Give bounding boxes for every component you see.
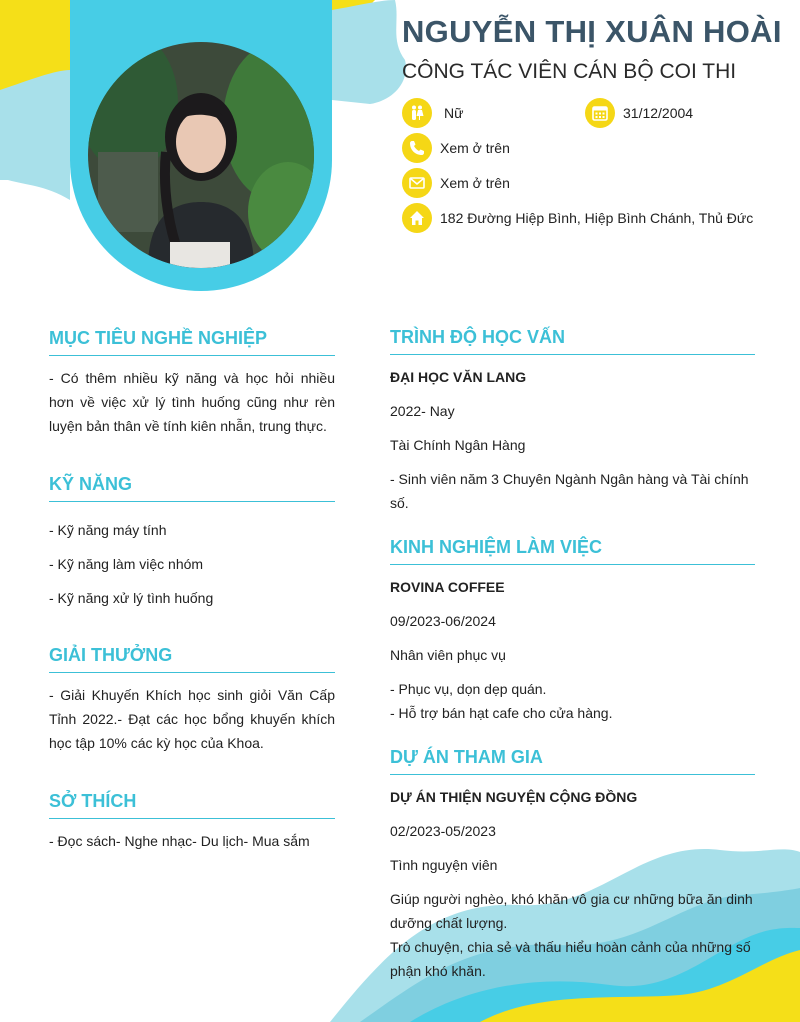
calendar-icon bbox=[585, 98, 615, 128]
gender-info bbox=[402, 98, 463, 128]
section-education bbox=[390, 327, 755, 515]
birthdate-info bbox=[585, 98, 693, 128]
section-title: SỞ THÍCH bbox=[49, 791, 335, 819]
hobbies-text: - Đọc sách- Nghe nhạc- Du lịch- Mua sắm bbox=[49, 833, 310, 849]
job-title: CÔNG TÁC VIÊN CÁN BỘ COI THI bbox=[402, 60, 737, 83]
project-desc: Trò chuyện, chia sẻ và thấu hiểu hoàn cảnh của những số phận khó khăn. bbox=[390, 939, 751, 979]
company-name: ROVINA COFFEE bbox=[390, 579, 505, 595]
experience-task: - Hỗ trợ bán hạt cafe cho cửa hàng. bbox=[390, 705, 613, 721]
section-awards bbox=[49, 645, 335, 755]
birthdate-value: 31/12/2004 bbox=[623, 105, 694, 121]
skill-item: - Kỹ năng máy tính bbox=[49, 522, 167, 538]
section-title: KỸ NĂNG bbox=[49, 474, 335, 502]
project-period: 02/2023-05/2023 bbox=[390, 823, 496, 839]
experience-task: - Phục vụ, dọn dẹp quán. bbox=[390, 681, 547, 697]
project-name: DỰ ÁN THIỆN NGUYỆN CỘNG ĐỒNG bbox=[390, 789, 638, 805]
email-info bbox=[402, 168, 510, 198]
experience-position: Nhân viên phục vụ bbox=[390, 647, 506, 663]
skill-item: - Kỹ năng làm việc nhóm bbox=[49, 556, 204, 572]
section-skills bbox=[49, 474, 335, 610]
education-major: Tài Chính Ngân Hàng bbox=[390, 437, 526, 453]
objective-text: - Có thêm nhiều kỹ năng và học hỏi nhiều hơn về việc xử lý tình huống cũng như rèn luyện bản thân về tính kiên nhẫn, trung thực. bbox=[49, 370, 335, 434]
gender-icon bbox=[402, 98, 432, 128]
education-period: 2022- Nay bbox=[390, 403, 455, 419]
mail-icon bbox=[402, 168, 432, 198]
project-role: Tình nguyện viên bbox=[390, 857, 498, 873]
section-title: MỤC TIÊU NGHỀ NGHIỆP bbox=[49, 328, 335, 356]
address-info bbox=[402, 203, 753, 233]
education-desc: - Sinh viên năm 3 Chuyên Ngành Ngân hàng và Tài chính số. bbox=[390, 471, 749, 511]
experience-period: 09/2023-06/2024 bbox=[390, 613, 496, 629]
email-value: Xem ở trên bbox=[440, 175, 510, 191]
section-title: TRÌNH ĐỘ HỌC VẤN bbox=[390, 327, 755, 355]
profile-photo bbox=[88, 42, 314, 268]
home-icon bbox=[402, 203, 432, 233]
awards-text: - Giải Khuyến Khích học sinh giỏi Văn Cấp Tỉnh 2022.- Đạt các học bổng khuyến khích học tập 10% các kỳ học của Khoa. bbox=[49, 687, 335, 751]
section-title: GIẢI THƯỞNG bbox=[49, 645, 335, 673]
section-projects bbox=[390, 747, 755, 983]
phone-info bbox=[402, 133, 510, 163]
section-objective bbox=[49, 328, 335, 438]
address-value: 182 Đường Hiệp Bình, Hiệp Bình Chánh, Thủ Đức bbox=[440, 210, 754, 226]
section-title: DỰ ÁN THAM GIA bbox=[390, 747, 755, 775]
section-hobbies bbox=[49, 791, 335, 853]
school-name: ĐẠI HỌC VĂN LANG bbox=[390, 369, 527, 385]
project-desc: Giúp người nghèo, khó khăn vô gia cư những bữa ăn dinh dưỡng chất lượng. bbox=[390, 891, 753, 931]
section-title: KINH NGHIỆM LÀM VIỆC bbox=[390, 537, 755, 565]
gender-value: Nữ bbox=[444, 105, 464, 121]
section-experience bbox=[390, 537, 755, 725]
skill-item: - Kỹ năng xử lý tình huống bbox=[49, 590, 214, 606]
phone-icon bbox=[402, 133, 432, 163]
full-name: NGUYỄN THỊ XUÂN HOÀI bbox=[402, 14, 782, 49]
phone-value: Xem ở trên bbox=[440, 140, 510, 156]
